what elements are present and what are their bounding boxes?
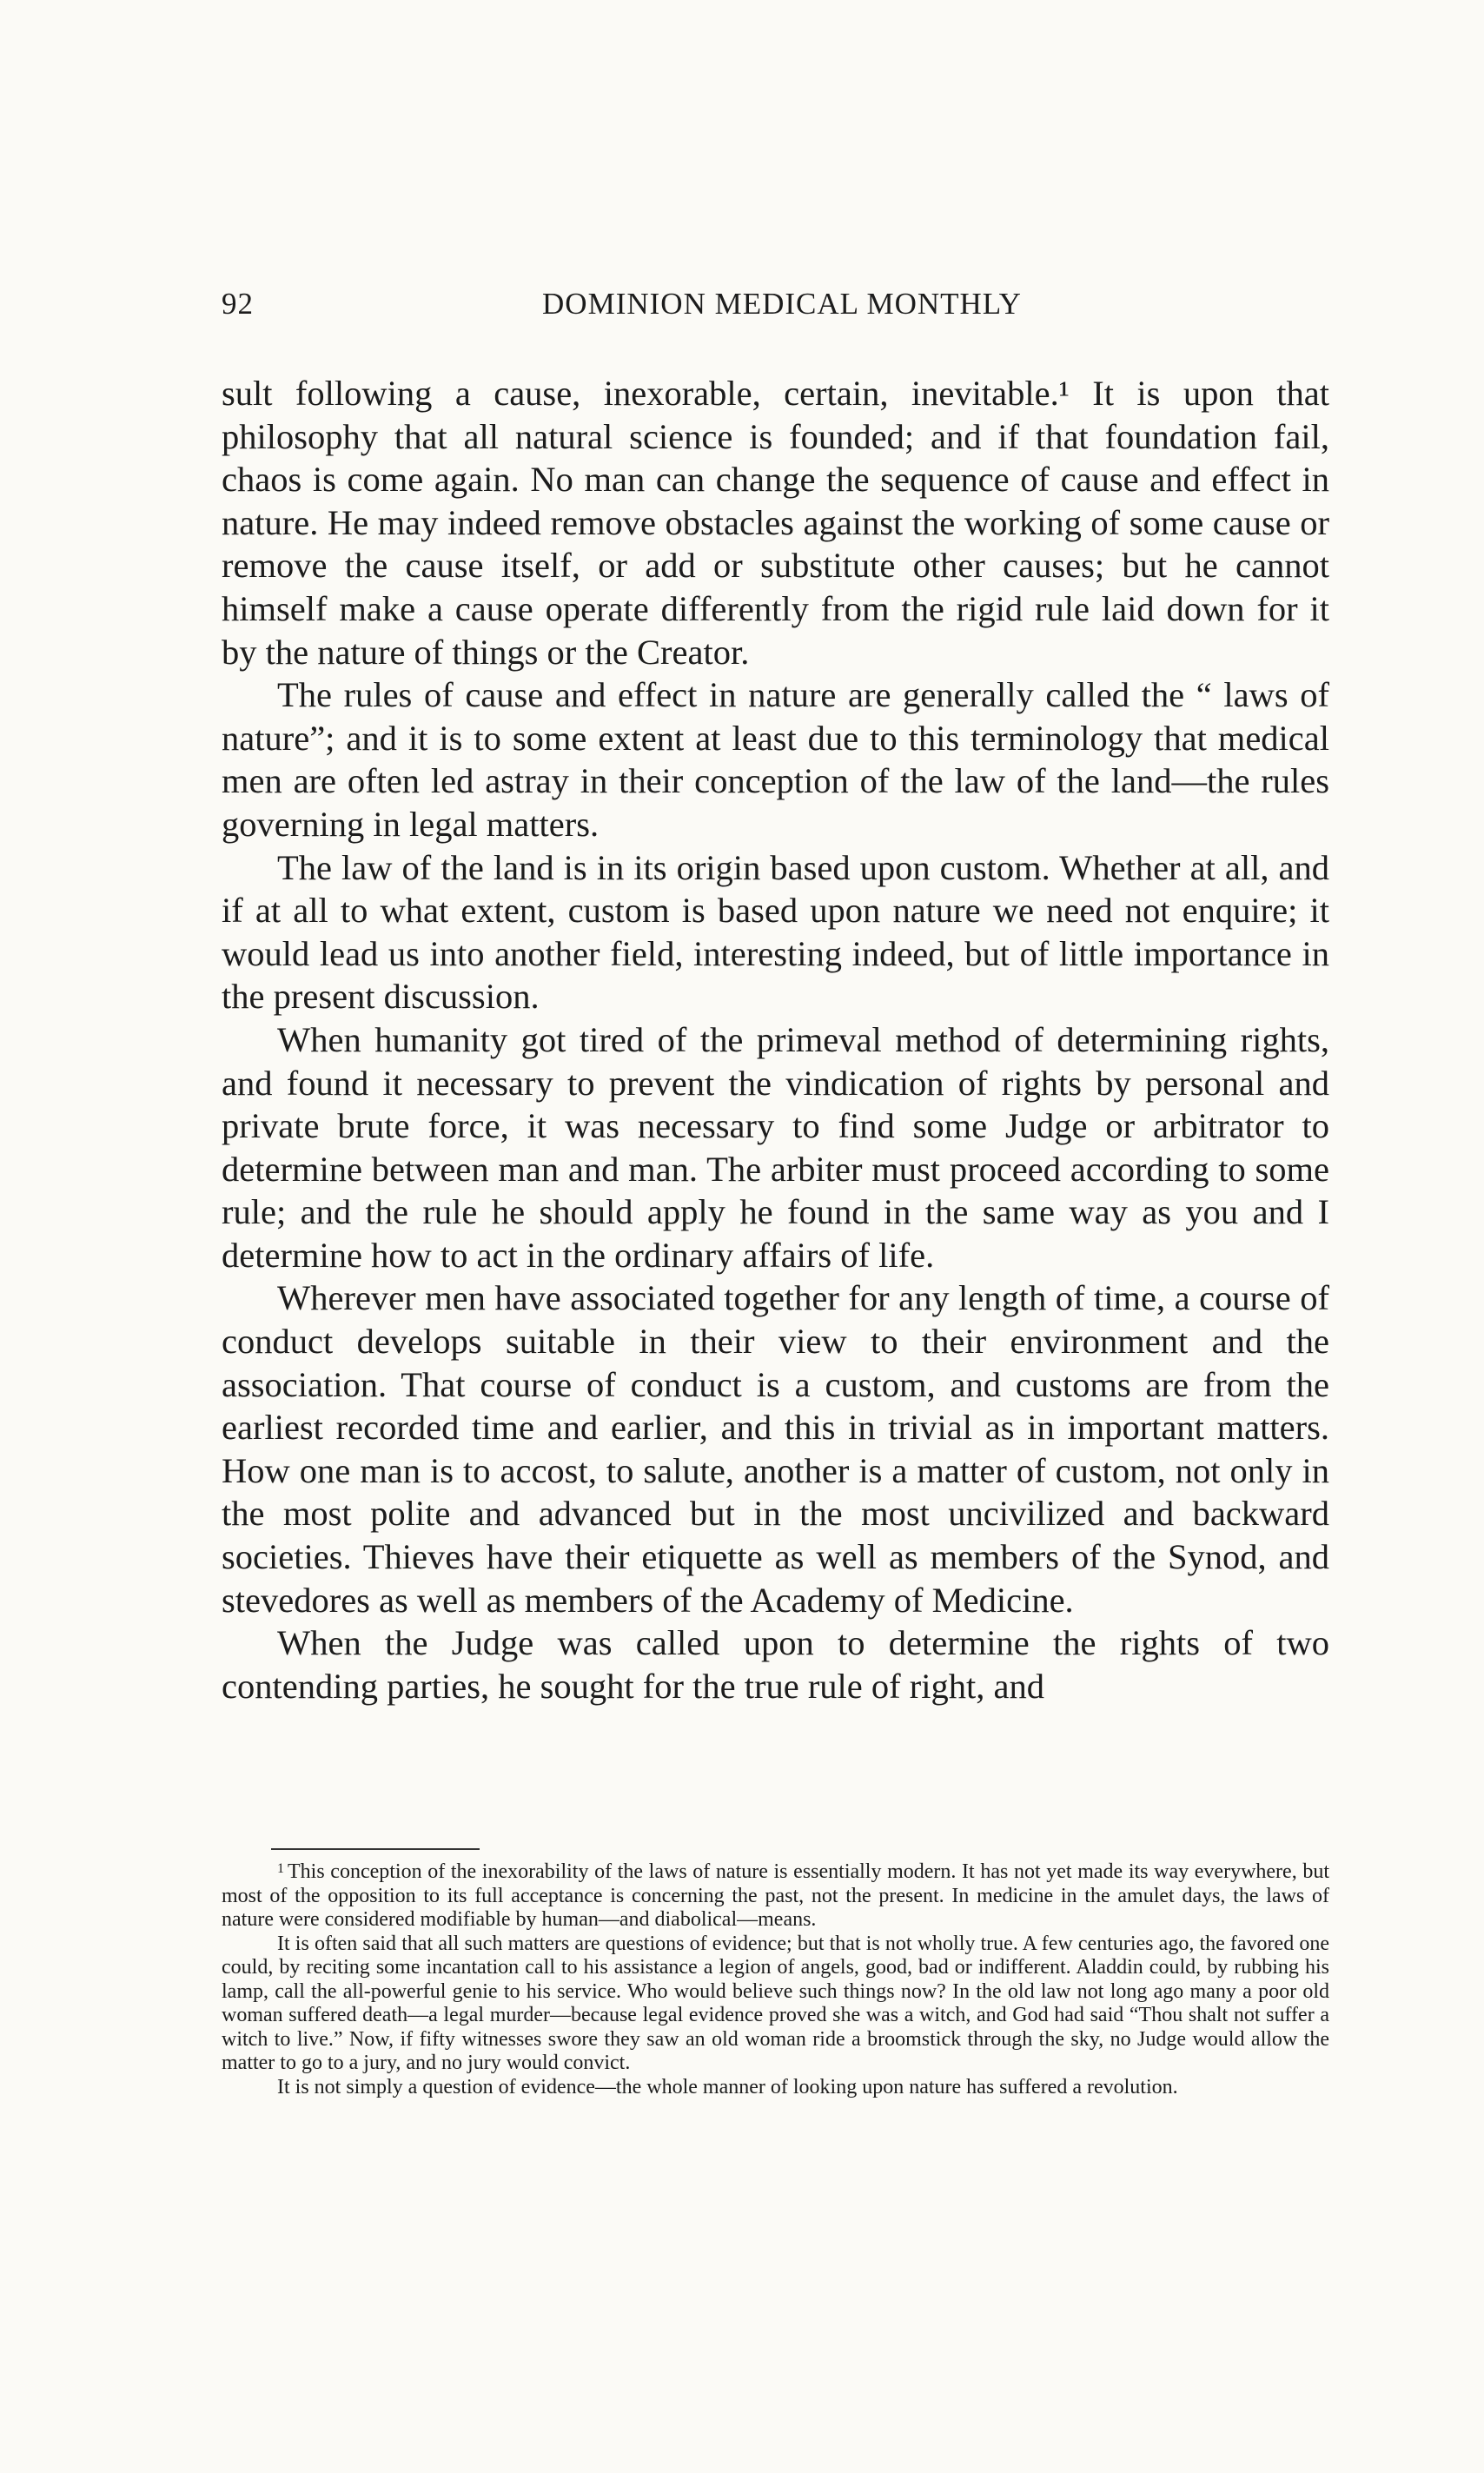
paragraph: Wherever men have associated together for any length of time, a course of conduct develops suitable in their view to their environment and the association. That course of conduct is a custom, and customs are from the earliest recorded time and earlier, and this in trivial as in important matters. How one man is to accost, to salute, another is a matter of custom, not only in the most polite and advanced but in the most uncivilized and backward societies. Thieves have their etiquette as well as members of the Synod, and stevedores as well as members of the Academy of Medicine. [222, 1278, 1329, 1620]
paragraph: sult following a cause, inexorable, certain, inevitable.¹ It is upon that philosophy that all natural science is founded; and if that foundation fail, chaos is come again. No man can change the sequence of cause and effect in nature. He may indeed remove obstacles against the working of some cause or remove the cause itself, or add or substitute other causes; but he cannot himself make a cause operate differently from the rigid rule laid down for it by the nature of things or the Creator. [222, 374, 1329, 672]
footnotes [222, 1857, 1329, 2099]
paragraph: The rules of cause and effect in nature are generally called the “ laws of nature”; and it is to some extent at least due to this terminology that medical men are often led astray in their conception of the law of the land—the rules governing in legal matters. [222, 675, 1329, 844]
footnote [222, 2076, 1329, 2100]
paragraph: When humanity got tired of the primeval method of determining rights, and found it necessary to prevent the vindication of rights by personal and private brute force, it was necessary to find some Judge or arbitrator to determine between man and man. The arbiter must proceed according to some rule; and the rule he should apply he found in the same way as you and I determine how to act in the ordinary affairs of life. [222, 1019, 1329, 1275]
footnote-marker: 1 [277, 1861, 284, 1876]
footnote-divider [271, 1848, 480, 1850]
footnote-text: It is often said that all such matters are questions of evidence; but that is not wholly true. A few centuries ago, the favored one could, by reciting some incantation call to his assistance a legion of angels, good, bad or indifferent. Aladdin could, by rubbing his lamp, call the all-powerful genie to his service. Who would believe such things now? In the old law not long ago many a poor old woman suffered death—a legal murder—because legal evidence proved she was a witch, and God had said “Thou shalt not suffer a witch to live.” Now, if fifty witnesses swore they saw an old woman ride a broomstick through the sky, no Judge would allow the matter to go to a jury, and no jury would convict. [222, 1932, 1329, 2074]
footnote-text: It is not simply a question of evidence—the whole manner of looking upon nature has suffered a revolution. [277, 2075, 1178, 2098]
body-text [222, 372, 1329, 1707]
page-number: 92 [222, 287, 254, 321]
footnote [222, 1857, 1329, 1933]
page-header [222, 287, 1360, 339]
footnote-text: This conception of the inexorability of the laws of nature is essentially modern. It has not yet made its way everywhere, but most of the opposition to its full acceptance is concerning the past, not the present. In medicine in the amulet days, the laws of nature were considered modifiable by human—and diabolical—means. [222, 1860, 1329, 1931]
paragraph: The law of the land is in its origin based upon custom. Whether at all, and if at all to what extent, custom is based upon nature we need not enquire; it would lead us into another field, interesting indeed, but of little importance in the present discussion. [222, 847, 1329, 1017]
paragraph: When the Judge was called upon to determine the rights of two contending parties, he sought for the true rule of right, and [222, 1623, 1329, 1706]
running-title: DOMINION MEDICAL MONTHLY [542, 287, 1022, 321]
footnote [222, 1933, 1329, 2076]
